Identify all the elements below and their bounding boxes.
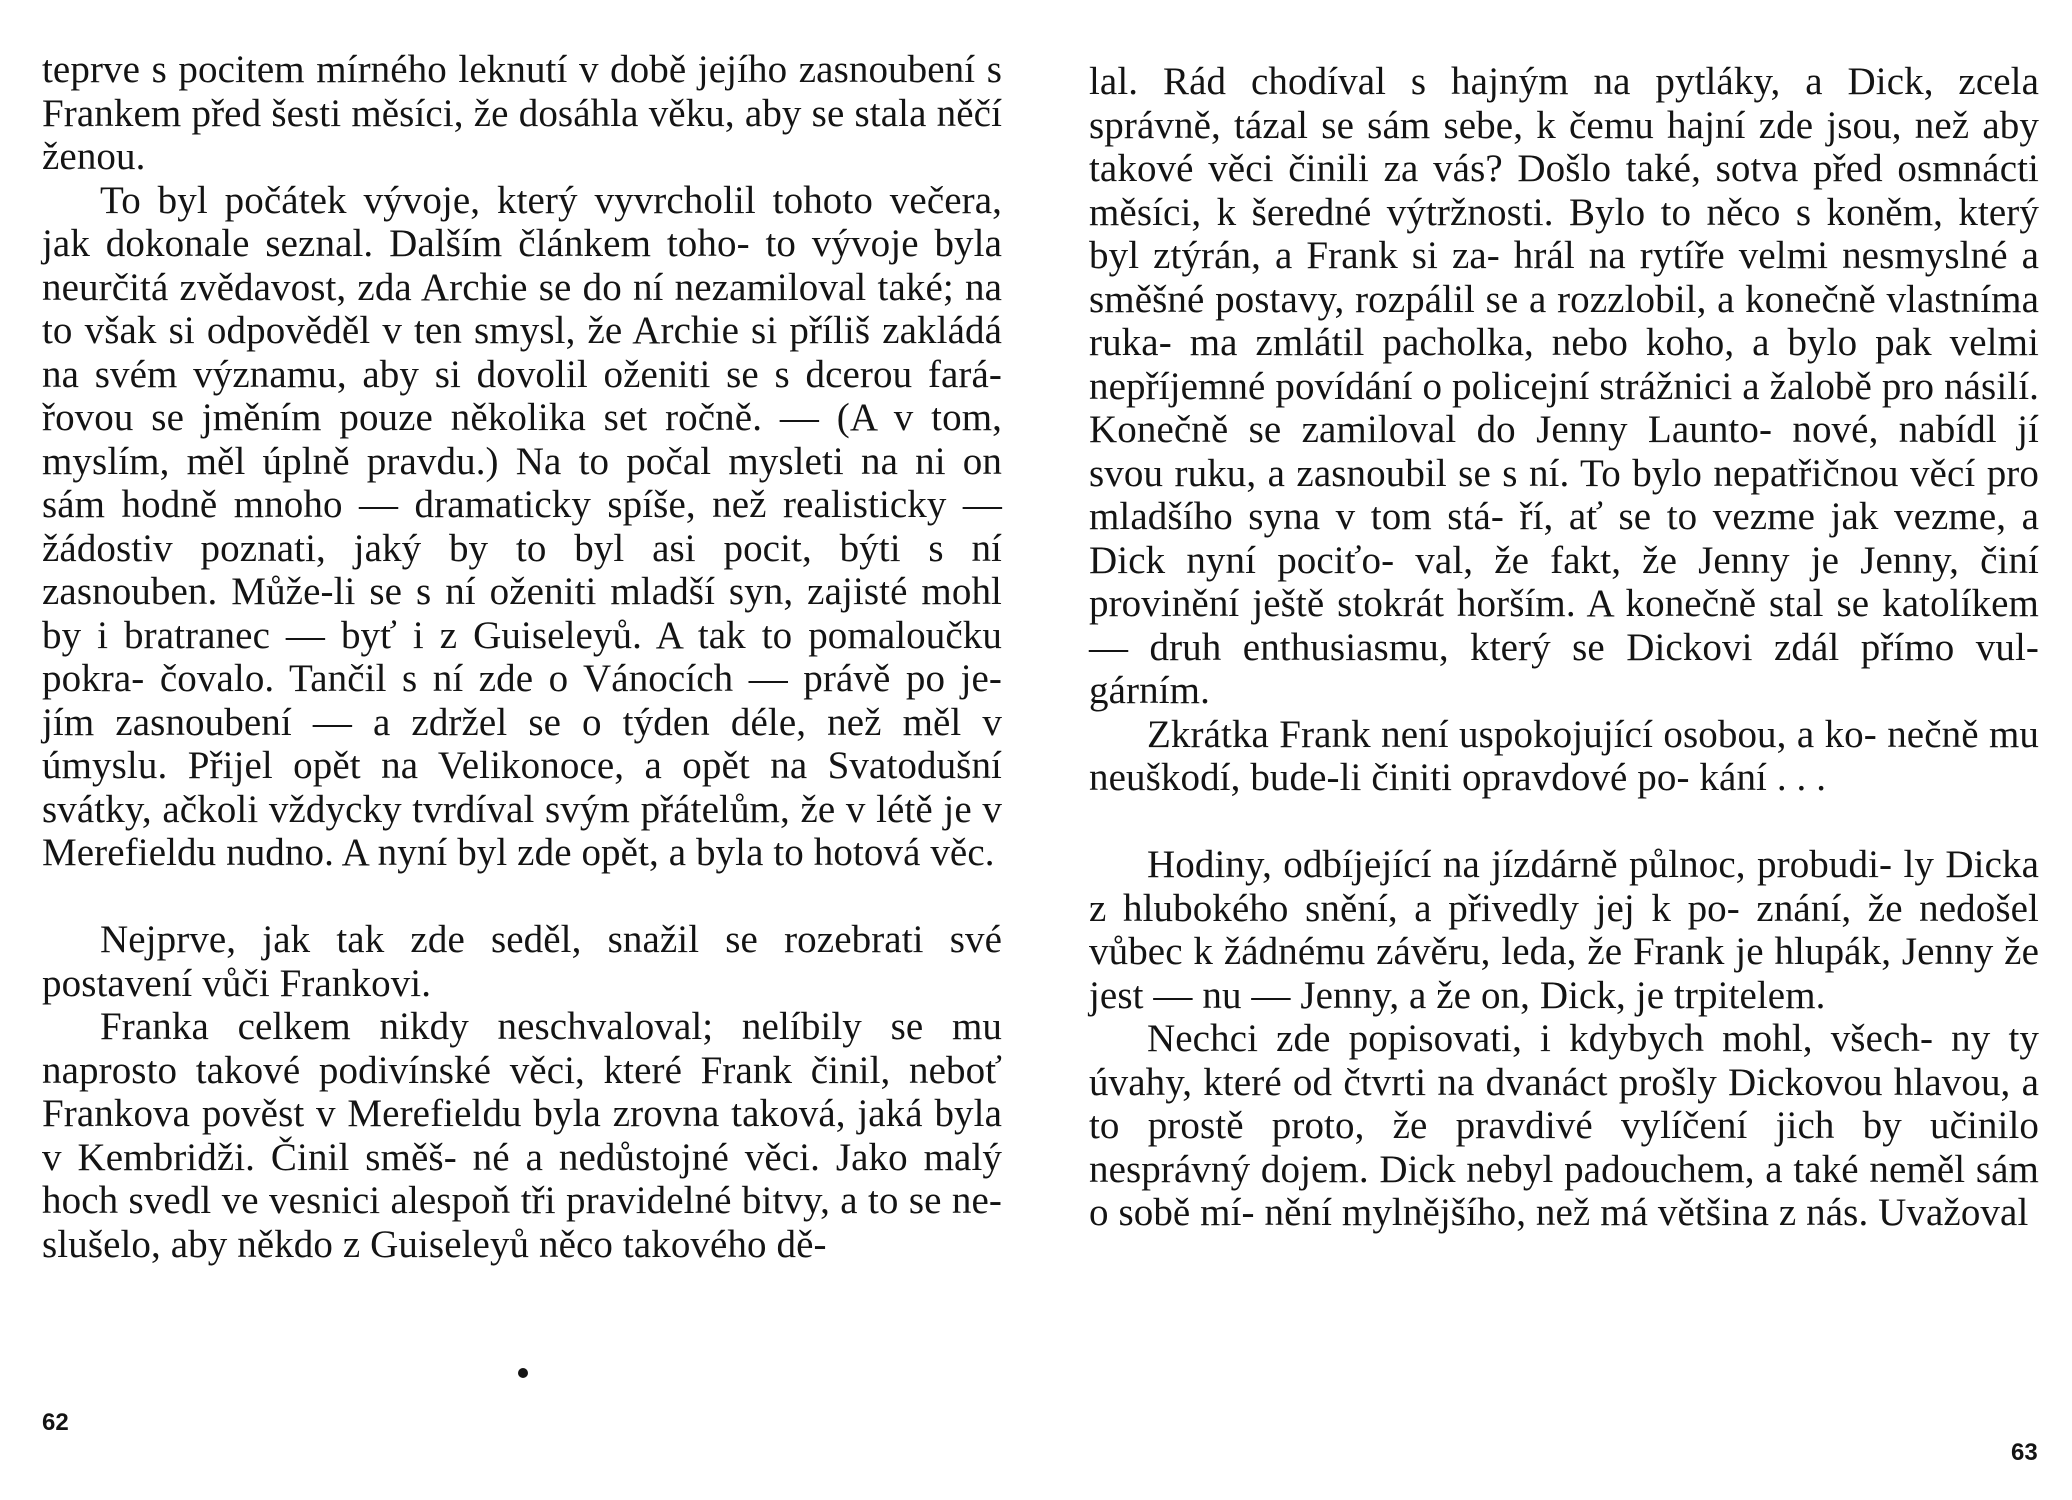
section-gap xyxy=(1089,800,2039,844)
left-paragraph-1: teprve s pocitem mírného leknutí v době jejího zasnoubení s Frankem před šesti měsíci, že dosáhla věku, aby se stala něčí ženou. xyxy=(42,48,1002,178)
ink-dot-mark xyxy=(518,1368,528,1378)
right-paragraph-1: lal. Rád chodíval s hajným na pytláky, a Dick, zcela správně, tázal se sám sebe, k čemu hajní zde jsou, než aby takové věci činili za vás? Došlo také, sotva před osmnácti měsíci, k šeredné výtržnosti. Bylo to něco s koněm, který byl ztýrán, a Frank si za- hrál na rytíře velmi nesmyslné a směšné postavy, rozpálil se a rozzlobil, a konečně vlastníma ruka- ma zmlátil pacholka, nebo koho, a bylo pak velmi nepříjemné povídání o policejní strážnici a žalobě pro násilí. Konečně se zamiloval do Jenny Launto- nové, nabídl jí svou ruku, a zasnoubil se s ní. To bylo nepatřičnou věcí pro mladšího syna v tom stá- ří, ať se to vezme jak vezme, a Dick nyní pociťo- val, že fakt, že Jenny je Jenny, činí provinění ještě stokrát horším. A konečně stal se katolíkem — druh enthusiasmu, který se Dickovi zdál přímo vul- gárním. xyxy=(1089,60,2039,712)
right-paragraph-4: Nechci zde popisovati, i kdybych mohl, všech- ny ty úvahy, které od čtvrti na dvanáct prošly Dickovou hlavou, a to prostě proto, že pravdivé vylíčení jich by učinilo nesprávný dojem. Dick nebyl padouchem, a také neměl sám o sobě mí- nění mylnějšího, než má většina z nás. Uvažoval xyxy=(1089,1017,2039,1234)
left-paragraph-2: To byl počátek vývoje, který vyvrcholil tohoto večera, jak dokonale seznal. Dalším článkem toho- to vývoje byla neurčitá zvědavost, zda Archie se do ní nezamiloval také; na to však si odpověděl v ten smysl, že Archie si příliš zakládá na svém významu, aby si dovolil oženiti se s dcerou fará- řovou se jměním pouze několika set ročně. — (A v tom, myslím, měl úplně pravdu.) Na to počal mysleti na ni on sám hodně mnoho — dramaticky spíše, než realisticky — žádostiv poznati, jaký by to byl asi pocit, býti s ní zasnouben. Může-li se s ní oženiti mladší syn, zajisté mohl by i bratranec — byť i z Guiseleyů. A tak to pomaloučku pokra- čovalo. Tančil s ní zde o Vánocích — právě po je- jím zasnoubení — a zdržel se o týden déle, než měl v úmyslu. Přijel opět na Velikonoce, a opět na Svatodušní svátky, ačkoli vždycky tvrdíval svým přátelům, že v létě je v Merefieldu nudno. A nyní byl zde opět, a byla to hotová věc. xyxy=(42,178,1002,874)
right-page-text xyxy=(1089,60,2039,1235)
right-page xyxy=(1036,0,2072,1500)
left-page-text xyxy=(42,48,1002,1266)
left-paragraph-3: Nejprve, jak tak zde seděl, snažil se rozebrati své postavení vůči Frankovi. xyxy=(42,918,1002,1005)
page-number-left: 62 xyxy=(42,1409,69,1436)
right-paragraph-3: Hodiny, odbíjející na jízdárně půlnoc, probudi- ly Dicka z hlubokého snění, a přivedly jej k po- znání, že nedošel vůbec k žádnému závěru, leda, že Frank je hlupák, Jenny že jest — nu — Jenny, a že on, Dick, je trpitelem. xyxy=(1089,843,2039,1017)
right-paragraph-2: Zkrátka Frank není uspokojující osobou, a ko- nečně mu neuškodí, bude-li činiti opravdové po- kání . . . xyxy=(1089,712,2039,799)
section-gap xyxy=(42,875,1002,919)
left-paragraph-4: Franka celkem nikdy neschvaloval; nelíbily se mu naprosto takové podivínské věci, které Frank činil, neboť Frankova pověst v Merefieldu byla zrovna taková, jaká byla v Kembridži. Činil směš- né a nedůstojné věci. Jako malý hoch svedl ve vesnici alespoň tři pravidelné bitvy, a to se ne- slušelo, aby někdo z Guiseleyů něco takového dě- xyxy=(42,1005,1002,1266)
page-number-right: 63 xyxy=(2011,1439,2038,1466)
